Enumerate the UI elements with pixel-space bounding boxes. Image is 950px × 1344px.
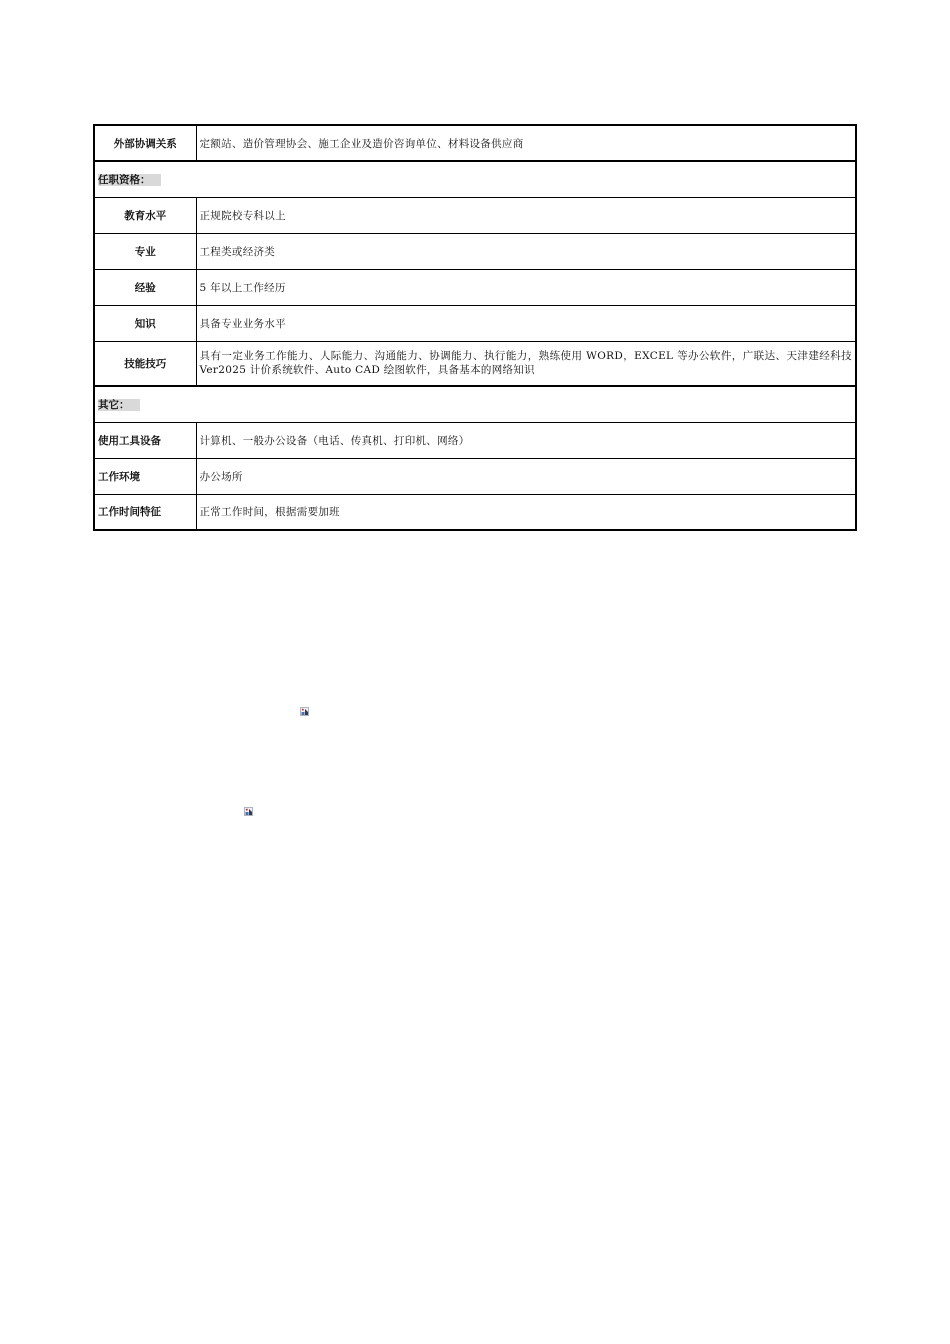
row-value-external-coordination: 定额站、造价管理协会、施工企业及造价咨询单位、材料设备供应商	[196, 125, 856, 161]
row-value-tools: 计算机、一般办公设备（电话、传真机、打印机、网络）	[196, 422, 856, 458]
table-row	[94, 341, 856, 386]
table-row	[94, 125, 856, 161]
row-value-work-time: 正常工作时间，根据需要加班	[196, 494, 856, 530]
row-value-education: 正规院校专科以上	[196, 197, 856, 233]
table-row	[94, 233, 856, 269]
table-row	[94, 269, 856, 305]
row-label-tools: 使用工具设备	[94, 422, 196, 458]
row-value-major: 工程类或经济类	[196, 233, 856, 269]
row-label-education: 教育水平	[94, 197, 196, 233]
table-row	[94, 197, 856, 233]
broken-image-icon	[244, 807, 253, 816]
row-label-major: 专业	[94, 233, 196, 269]
row-label-knowledge: 知识	[94, 305, 196, 341]
section-heading-qualifications	[94, 161, 856, 197]
row-label-skills: 技能技巧	[94, 341, 196, 386]
broken-image-icon	[300, 707, 309, 716]
section-heading-text: 其它：	[98, 399, 140, 411]
section-row	[94, 161, 856, 197]
row-value-environment: 办公场所	[196, 458, 856, 494]
row-label-work-time: 工作时间特征	[94, 494, 196, 530]
section-heading-other	[94, 386, 856, 422]
table-row	[94, 458, 856, 494]
row-label-environment: 工作环境	[94, 458, 196, 494]
job-requirements-table	[93, 124, 857, 531]
row-value-experience: 5 年以上工作经历	[196, 269, 856, 305]
row-label-experience: 经验	[94, 269, 196, 305]
row-value-knowledge: 具备专业业务水平	[196, 305, 856, 341]
row-label-external-coordination: 外部协调关系	[94, 125, 196, 161]
section-row	[94, 386, 856, 422]
table-row	[94, 422, 856, 458]
table-row	[94, 305, 856, 341]
table-row	[94, 494, 856, 530]
section-heading-text: 任职资格：	[98, 174, 161, 186]
row-value-skills: 具有一定业务工作能力、人际能力、沟通能力、协调能力、执行能力，熟练使用 WORD，EXCEL 等办公软件，广联达、天津建经科技 Ver2025 计价系统软件、Auto CAD 绘图软件，具备基本的网络知识	[196, 341, 856, 386]
